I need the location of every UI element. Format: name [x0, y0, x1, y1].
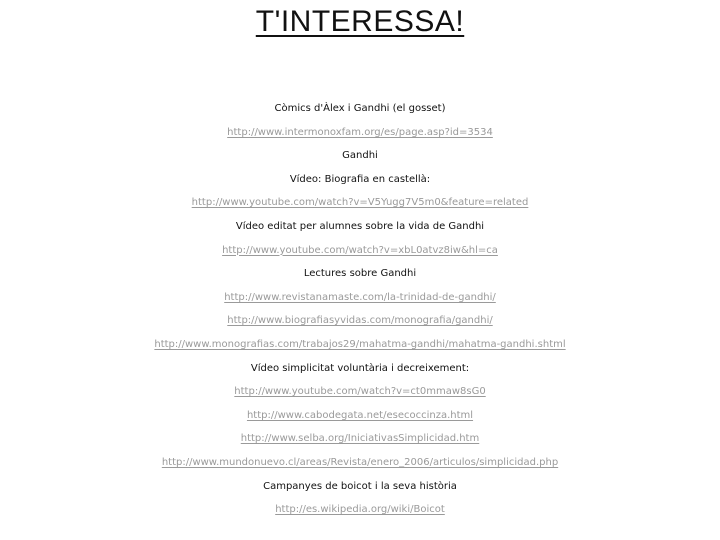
label-video-simplicitat: Vídeo simplicitat voluntària i decreixement: — [250, 362, 470, 374]
link-selba[interactable]: http://www.selba.org/IniciativasSimplicidad.htm — [240, 433, 480, 445]
heading-lectures: Lectures sobre Gandhi — [303, 268, 417, 280]
heading-gandhi: Gandhi — [342, 150, 378, 162]
heading-comics: Còmics d'Àlex i Gandhi (el gosset) — [274, 103, 446, 114]
link-mundonuevo[interactable]: http://www.mundonuevo.cl/areas/Revista/enero_2006/articulos/simplicidad.php — [161, 456, 559, 468]
label-video-alumnes: Vídeo editat per alumnes sobre la vida de Gandhi — [235, 220, 485, 232]
label-video-biografia: Vídeo: Biografia en castellà: — [289, 173, 431, 185]
slide-title: T'INTERESSA! — [255, 5, 465, 38]
link-revistanamaste[interactable]: http://www.revistanamaste.com/la-trinidad-de-gandhi/ — [224, 291, 496, 303]
link-youtube-simplicitat[interactable]: http://www.youtube.com/watch?v=ct0mmaw8sG0 — [234, 386, 486, 398]
heading-boicot: Campanyes de boicot i la seva història — [263, 480, 457, 492]
link-cabodegata[interactable]: http://www.cabodegata.net/esecoccinza.html — [246, 409, 474, 421]
link-intermonoxfam[interactable]: http://www.intermonoxfam.org/es/page.asp?id=3534 — [227, 126, 493, 138]
link-biografiasyvidas[interactable]: http://www.biografiasyvidas.com/monografia/gandhi/ — [227, 315, 493, 327]
resource-list — [0, 97, 720, 522]
link-youtube-alumnes[interactable]: http://www.youtube.com/watch?v=xbL0atvz8iw&hl=ca — [222, 244, 498, 256]
link-monografias[interactable]: http://www.monografias.com/trabajos29/mahatma-gandhi/mahatma-gandhi.shtml — [154, 338, 566, 350]
link-youtube-biografia[interactable]: http://www.youtube.com/watch?v=V5Yugg7V5m0&feature=related — [191, 197, 529, 209]
link-wikipedia-boicot[interactable]: http://es.wikipedia.org/wiki/Boicot — [275, 504, 445, 516]
